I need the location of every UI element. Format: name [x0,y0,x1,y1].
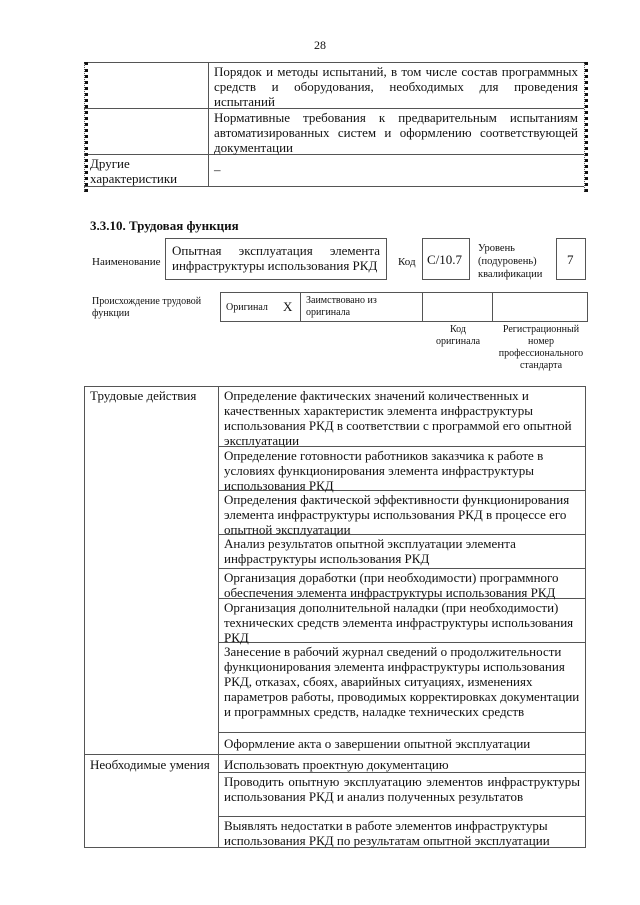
code-caption: Код оригинала [435,324,481,347]
origin-divider [492,292,493,322]
original-label: Оригинал [226,302,268,313]
table-border [84,62,584,63]
action-item: Определение готовности работников заказчика к работе в условиях функционирования элемента инфраструктуры использования РКД [224,448,544,493]
skill-item: Использовать проектную документацию [224,757,449,772]
action-item: Анализ результатов опытной эксплуатации элемента инфраструктуры использования РКД [224,536,516,566]
table-border [208,62,209,186]
action-item: Определения фактической эффективности функционирования элемента инфраструктуры использования РКД в процессе его опытной эксплуатации [224,492,570,537]
table-cell: Порядок и методы испытаний, в том числе состав программных средств и оборудования, необходимых для проведения испытаний [214,64,578,109]
original-mark: X [283,299,293,314]
table-border [218,816,586,817]
skill-item: Проводить опытную эксплуатацию элементов инфраструктуры использования РКД и анализ полученных результатов [224,774,580,804]
regnum-caption: Регистрационный номер профессионального стандарта [498,324,584,371]
table-border [218,732,586,733]
table-border [218,568,586,569]
table-border [218,772,586,773]
origin-label: Происхождение трудовой функции [92,296,202,319]
table-border [584,62,588,192]
row-label: Другие характеристики [90,156,178,186]
origin-divider [422,292,423,322]
borrowed-label: Заимствовано из оригинала [306,295,377,318]
action-item: Организация дополнительной наладки (при необходимости) технических средств элемента инфраструктуры использования РКД [224,600,574,645]
action-item: Занесение в рабочий журнал сведений о продолжительности функционирования элемента инфраструктуры использования РКД, отказах, сбоях, аварийных ситуациях, изменениях параметров работы, проводимых корректировках документации и программных средств, наладке технических средств [224,644,580,719]
table-border [84,754,586,755]
skills-label: Необходимые умения [90,757,210,772]
page-number: 28 [314,38,326,52]
table-cell: Нормативные требования к предварительным испытаниям автоматизированных систем и оформлению соответствующей документации [214,110,578,155]
level-label: Уровень (подуровень) квалификации [478,243,543,280]
code-value: C/10.7 [427,252,463,267]
name-label: Наименование [92,256,161,268]
origin-divider [300,292,301,322]
action-item: Организация доработки (при необходимости) программного обеспечения элемента инфраструктуры использования РКД [224,570,559,600]
action-item: Оформление акта о завершении опытной эксплуатации [224,736,531,751]
name-value: Опытная эксплуатация элемента инфраструктуры использования РКД [172,243,380,273]
table-border [84,62,88,192]
table-border [218,386,219,848]
code-label: Код [398,256,416,268]
section-title: 3.3.10. Трудовая функция [90,218,239,233]
actions-label: Трудовые действия [90,388,197,403]
skill-item: Выявлять недостатки в работе элементов инфраструктуры использования РКД по результатам опытной эксплуатации [224,818,550,848]
table-border [84,186,584,187]
table-cell: – [214,162,221,177]
level-value: 7 [567,252,574,267]
action-item: Определение фактических значений количественных и качественных характеристик элемента инфраструктуры использования РКД в соответствии с программой его опытной эксплуатации [224,388,572,448]
